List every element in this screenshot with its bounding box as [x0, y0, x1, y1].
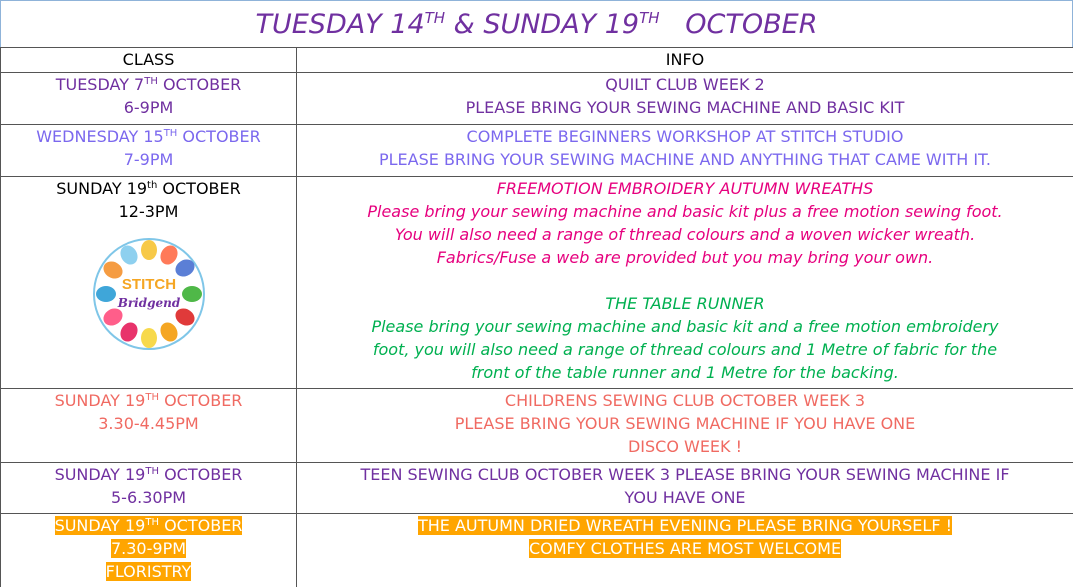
class-cell — [1, 514, 297, 587]
info-line: CHILDRENS SEWING CLUB OCTOBER WEEK 3 — [504, 391, 866, 410]
workshop-title: FREEMOTION EMBROIDERY AUTUMN WREATHS — [496, 179, 874, 198]
class-time: 7.30-9PM — [110, 539, 187, 558]
workshop-title: THE TABLE RUNNER — [605, 294, 765, 313]
info-line: TEEN SEWING CLUB OCTOBER WEEK 3 PLEASE BRING YOUR SEWING MACHINE IF — [360, 465, 1010, 484]
info-line: COMFY CLOTHES ARE MOST WELCOME — [528, 539, 842, 558]
info-line: PLEASE BRING YOUR SEWING MACHINE AND ANYTHING THAT CAME WITH IT. — [378, 150, 992, 169]
info-line: YOU HAVE ONE — [624, 488, 746, 507]
table-row — [1, 73, 1073, 125]
class-day: SUNDAY 19th OCTOBER — [56, 179, 241, 198]
class-time: 6-9PM — [123, 98, 174, 117]
info-line: PLEASE BRING YOUR SEWING MACHINE AND BASIC KIT — [465, 98, 905, 117]
table-row — [1, 389, 1073, 463]
info-line: Please bring your sewing machine and basic kit plus a free motion sewing foot. — [367, 202, 1003, 221]
svg-text:STITCH: STITCH — [121, 276, 176, 293]
class-type: FLORISTRY — [105, 562, 192, 581]
info-line: Please bring your sewing machine and basic kit and a free motion embroidery — [371, 317, 999, 336]
info-line: THE AUTUMN DRIED WREATH EVENING PLEASE BRING YOURSELF ! — [417, 516, 953, 535]
info-line: You will also need a range of thread colours and a woven wicker wreath. — [394, 225, 976, 244]
class-day: SUNDAY 19TH OCTOBER — [54, 516, 243, 535]
info-cell — [297, 389, 1073, 463]
header-info: INFO — [297, 48, 1073, 73]
svg-text:Bridgend: Bridgend — [117, 296, 180, 310]
class-time: 7-9PM — [123, 150, 174, 169]
class-time: 3.30-4.45PM — [98, 414, 199, 433]
class-time: 12-3PM — [118, 202, 179, 221]
info-cell — [297, 125, 1073, 177]
class-day: SUNDAY 19TH OCTOBER — [54, 465, 243, 484]
info-line: front of the table runner and 1 Metre for the backing. — [471, 363, 899, 382]
class-day: TUESDAY 7TH OCTOBER — [55, 75, 242, 94]
info-line: PLEASE BRING YOUR SEWING MACHINE IF YOU HAVE ONE — [454, 414, 916, 433]
info-cell — [297, 177, 1073, 389]
info-line: foot, you will also need a range of thread colours and 1 Metre of fabric for the — [372, 340, 998, 359]
stitch-logo-icon — [92, 237, 206, 351]
table-row — [1, 125, 1073, 177]
schedule-table — [0, 47, 1073, 587]
page-title: TUESDAY 14TH & SUNDAY 19TH OCTOBER — [0, 0, 1073, 47]
header-class: CLASS — [1, 48, 297, 73]
info-cell — [297, 73, 1073, 125]
info-line: DISCO WEEK ! — [627, 437, 743, 456]
info-cell — [297, 463, 1073, 514]
spacer — [299, 269, 1071, 292]
class-cell — [1, 73, 297, 125]
table-row — [1, 514, 1073, 587]
info-line: COMPLETE BEGINNERS WORKSHOP AT STITCH STUDIO — [466, 127, 904, 146]
class-day: SUNDAY 19TH OCTOBER — [54, 391, 243, 410]
info-line: Fabrics/Fuse a web are provided but you may bring your own. — [436, 248, 934, 267]
class-time: 5-6.30PM — [110, 488, 187, 507]
stitch-bridgend-logo — [3, 237, 294, 351]
class-cell — [1, 463, 297, 514]
table-header-row — [1, 48, 1073, 73]
class-cell — [1, 125, 297, 177]
table-row — [1, 177, 1073, 389]
class-day: WEDNESDAY 15TH OCTOBER — [36, 127, 261, 146]
class-cell — [1, 389, 297, 463]
table-row — [1, 463, 1073, 514]
info-cell — [297, 514, 1073, 587]
class-cell — [1, 177, 297, 389]
info-line: QUILT CLUB WEEK 2 — [605, 75, 765, 94]
